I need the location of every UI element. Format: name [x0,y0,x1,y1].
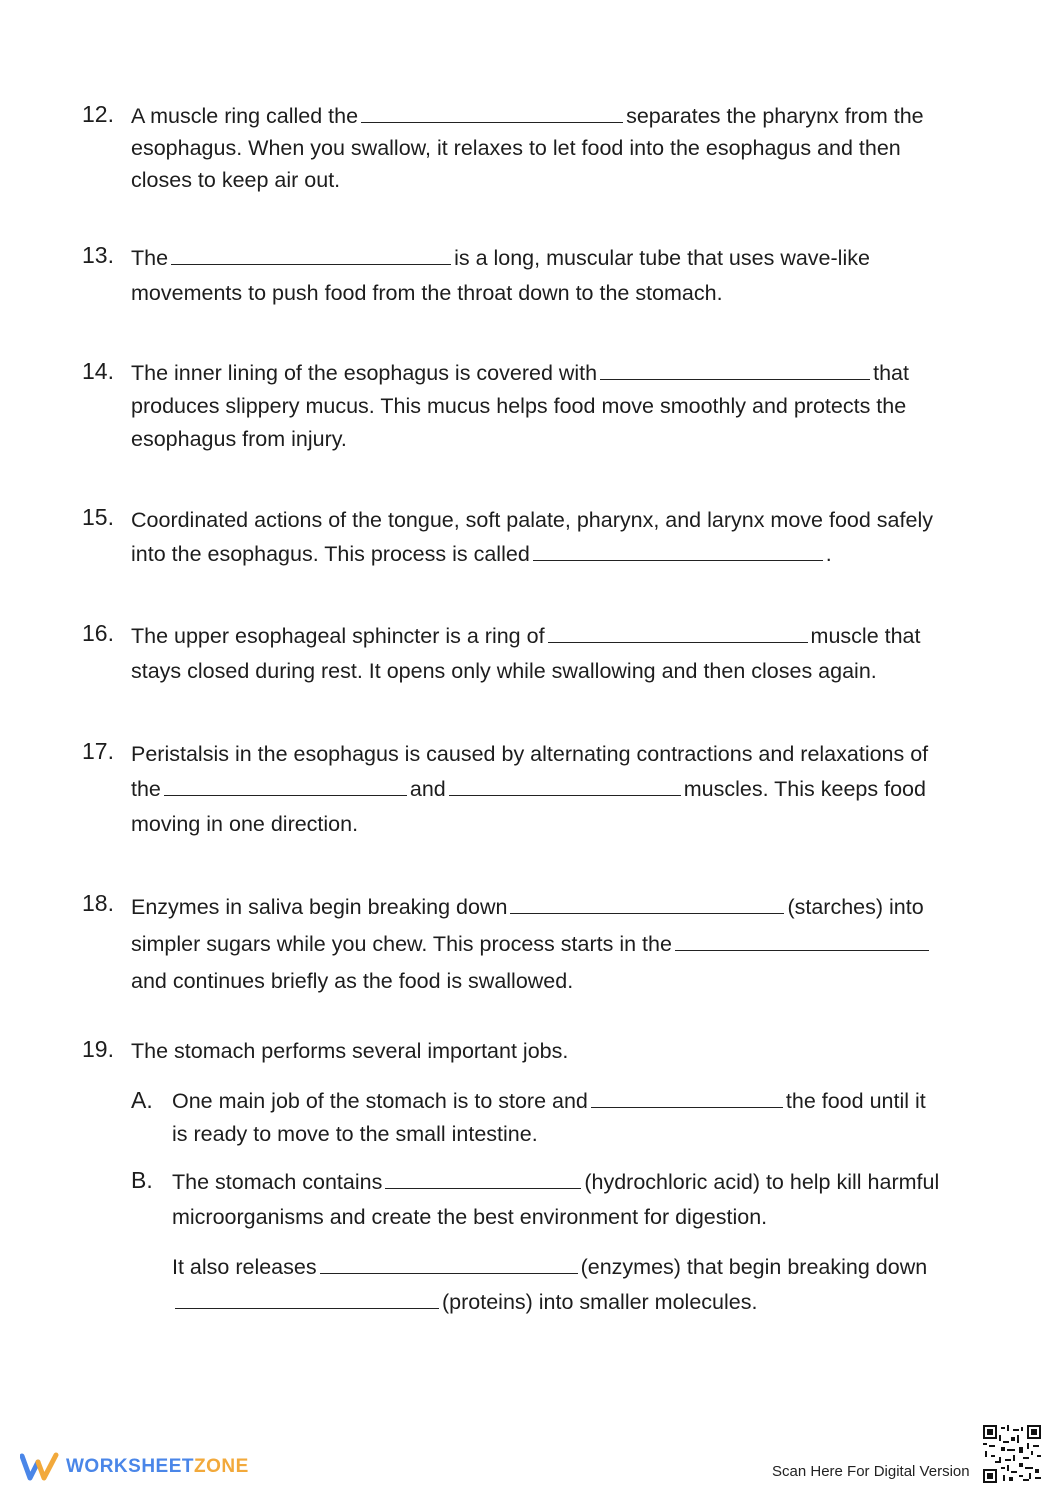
answer-blank[interactable] [591,1087,783,1108]
question-text: It also releases [172,1255,317,1279]
question-text: and [409,777,446,801]
text-line [172,1118,961,1151]
sub-question-letter: A. [131,1087,153,1113]
question-text: The stomach contains [172,1170,383,1194]
question-text: Coordinated actions of the tongue, soft palate, pharynx, and larynx move food safely [131,508,933,532]
qr-code-icon[interactable] [983,1425,1041,1483]
text-line [131,537,962,571]
text-line [131,619,962,654]
answer-blank[interactable] [361,102,623,123]
question-text: produces slippery mucus. This mucus helps food move smoothly and protects the [131,394,907,418]
question-text: simpler sugars while you chew. This process starts in the [131,932,672,956]
question-item [82,503,962,571]
question-text: muscles. This keeps food [683,777,926,801]
text-line [131,276,962,311]
question-text: . [825,542,832,566]
answer-blank[interactable] [320,1253,578,1274]
question-body [131,737,962,842]
text-line [131,357,962,390]
text-line [131,503,962,537]
question-body [131,619,962,689]
question-body [131,357,962,456]
text-line [172,1085,961,1118]
text-line [131,241,962,276]
question-text: the food until it [785,1089,926,1113]
question-number: 17. [82,738,114,764]
text-line [131,100,962,132]
sub-question-body [172,1250,961,1320]
sub-question-item [131,1165,961,1235]
sub-question-body [172,1085,961,1151]
answer-blank[interactable] [533,540,823,561]
question-text: A muscle ring called the [131,104,359,128]
text-line [131,963,962,1000]
question-number: 16. [82,620,114,646]
text-line [172,1165,961,1200]
question-body [131,1035,962,1068]
question-number: 13. [82,242,114,268]
text-line [131,654,962,689]
question-body [131,100,962,196]
question-text: (hydrochloric acid) to help kill harmful [584,1170,940,1194]
question-text: The stomach performs several important jobs. [131,1039,569,1063]
question-text: esophagus from injury. [131,427,347,451]
text-line [131,926,962,963]
sub-question-item [131,1250,961,1320]
question-text: the [131,777,161,801]
question-text: closes to keep air out. [131,168,341,192]
answer-blank[interactable] [600,359,870,380]
question-text: that [873,361,909,385]
question-text: muscle that [810,624,921,648]
question-number: 14. [82,358,114,384]
question-text: into the esophagus. This process is called [131,542,530,566]
question-text: is a long, muscular tube that uses wave-like [454,246,870,270]
logo-text-part2: ZONE [194,1456,249,1477]
worksheetzone-logo [20,1452,249,1482]
text-line [131,164,962,196]
question-body [131,889,962,1000]
sub-question-letter: B. [131,1167,153,1193]
question-text: (proteins) into smaller molecules. [442,1290,758,1314]
text-line [131,737,962,772]
question-item [82,241,962,311]
text-line [172,1200,961,1235]
text-line [172,1285,961,1320]
question-text: and continues briefly as the food is swallowed. [131,969,574,993]
question-number: 15. [82,504,114,530]
question-number: 19. [82,1036,114,1062]
logo-text [66,1456,249,1478]
question-text: One main job of the stomach is to store and [172,1089,588,1113]
text-line [131,807,962,842]
question-text: microorganisms and create the best environment for digestion. [172,1205,768,1229]
question-text: esophagus. When you swallow, it relaxes to let food into the esophagus and then [131,136,901,160]
text-line [131,772,962,807]
question-text: The inner lining of the esophagus is covered with [131,361,598,385]
sub-question-body [172,1165,961,1235]
question-item [82,619,962,689]
question-text: The upper esophageal sphincter is a ring of [131,624,545,648]
question-text: is ready to move to the small intestine. [172,1122,538,1146]
question-text: stays closed during rest. It opens only while swallowing and then closes again. [131,659,877,683]
scan-caption: Scan Here For Digital Version [772,1463,970,1480]
question-text: moving in one direction. [131,812,359,836]
question-text: (starches) into [787,895,924,919]
question-item [82,737,962,842]
answer-blank[interactable] [175,1288,439,1309]
text-line [131,1035,962,1068]
question-text: Peristalsis in the esophagus is caused by alternating contractions and relaxations of [131,742,929,766]
question-body [131,503,962,571]
question-item [82,1035,962,1068]
question-text: separates the pharynx from the [626,104,924,128]
text-line [131,423,962,456]
answer-blank[interactable] [548,622,808,643]
answer-blank[interactable] [171,244,451,265]
question-text: movements to push food from the throat down to the stomach. [131,281,723,305]
text-line [131,132,962,164]
text-line [131,889,962,926]
question-number: 18. [82,890,114,916]
question-text: The [131,246,169,270]
question-item [82,100,962,196]
logo-text-part1: WORKSHEET [66,1456,194,1477]
question-item [82,889,962,1000]
question-text: (enzymes) that begin breaking down [580,1255,928,1279]
answer-blank[interactable] [675,930,929,951]
answer-blank[interactable] [385,1168,581,1189]
answer-blank[interactable] [164,775,407,796]
sub-question-item [131,1085,961,1151]
text-line [172,1250,961,1285]
answer-blank[interactable] [510,893,784,914]
question-body [131,241,962,311]
question-item [82,357,962,456]
text-line [131,390,962,423]
logo-mark-icon [20,1452,60,1482]
answer-blank[interactable] [449,775,681,796]
question-text: Enzymes in saliva begin breaking down [131,895,508,919]
question-number: 12. [82,101,114,127]
